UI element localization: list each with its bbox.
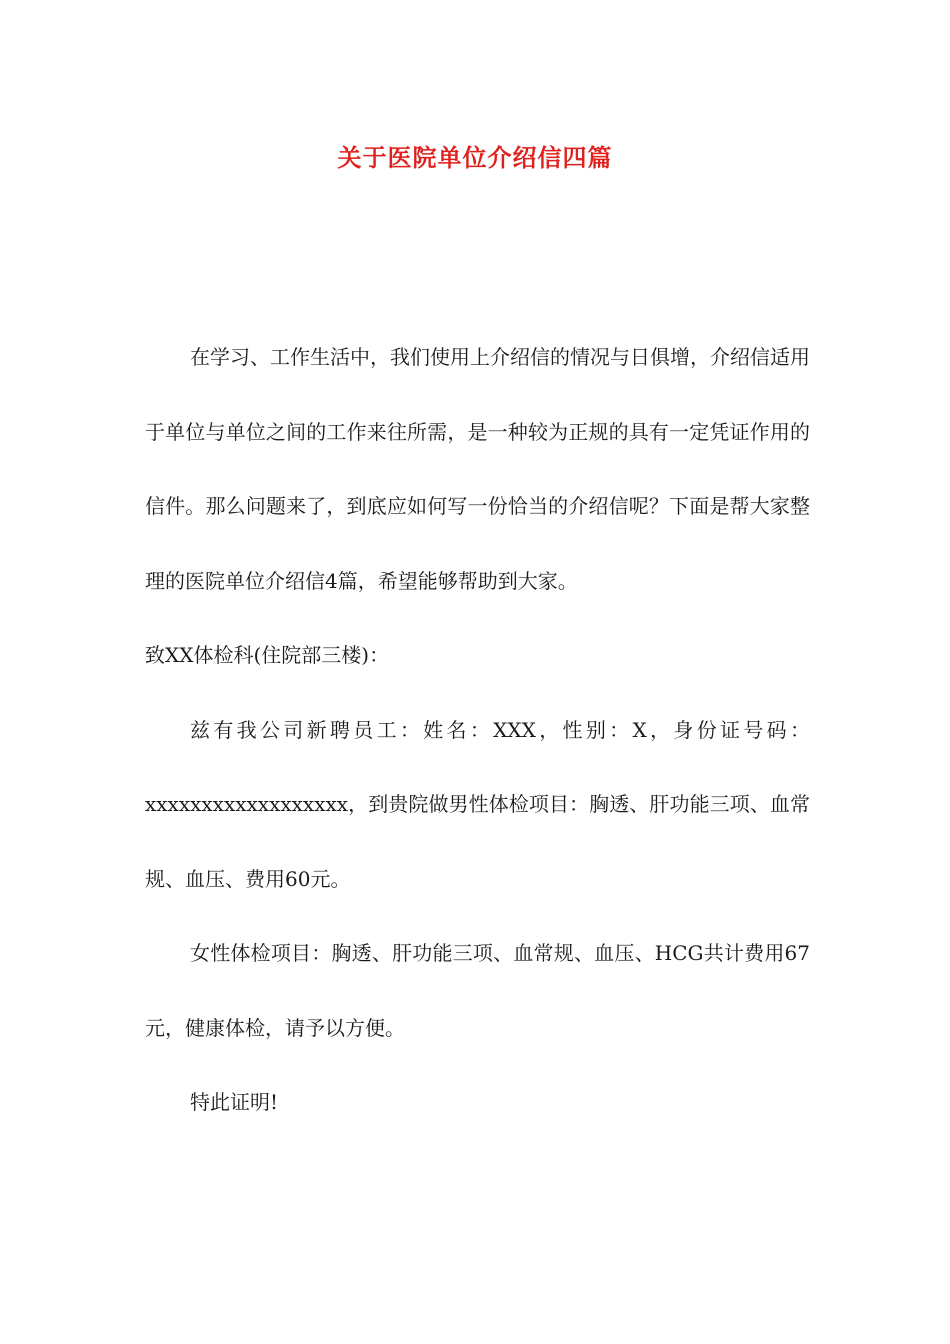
female-exam-paragraph: 女性体检项目：胸透、肝功能三项、血常规、血压、HCG共计费用67元，健康体检，请予以方便。 bbox=[145, 941, 810, 1040]
document-title: 关于医院单位介绍信四篇 bbox=[337, 144, 613, 172]
salutation: 致XX体检科(住院部三楼)： bbox=[145, 643, 390, 667]
document-body bbox=[145, 320, 810, 1140]
male-exam-paragraph: 兹有我公司新聘员工：姓名：XXX，性别：X，身份证号码：xxxxxxxxxxxxxxxxxx，到贵院做男性体检项目：胸透、肝功能三项、血常规、血压、费用60元。 bbox=[145, 717, 810, 891]
closing-statement: 特此证明! bbox=[190, 1090, 279, 1114]
intro-paragraph: 在学习、工作生活中，我们使用上介绍信的情况与日俱增，介绍信适用于单位与单位之间的工作来往所需，是一种较为正规的具有一定凭证作用的信件。那么问题来了，到底应如何写一份恰当的介绍信呢？下面是帮大家整理的医院单位介绍信4篇，希望能够帮助到大家。 bbox=[145, 345, 810, 593]
